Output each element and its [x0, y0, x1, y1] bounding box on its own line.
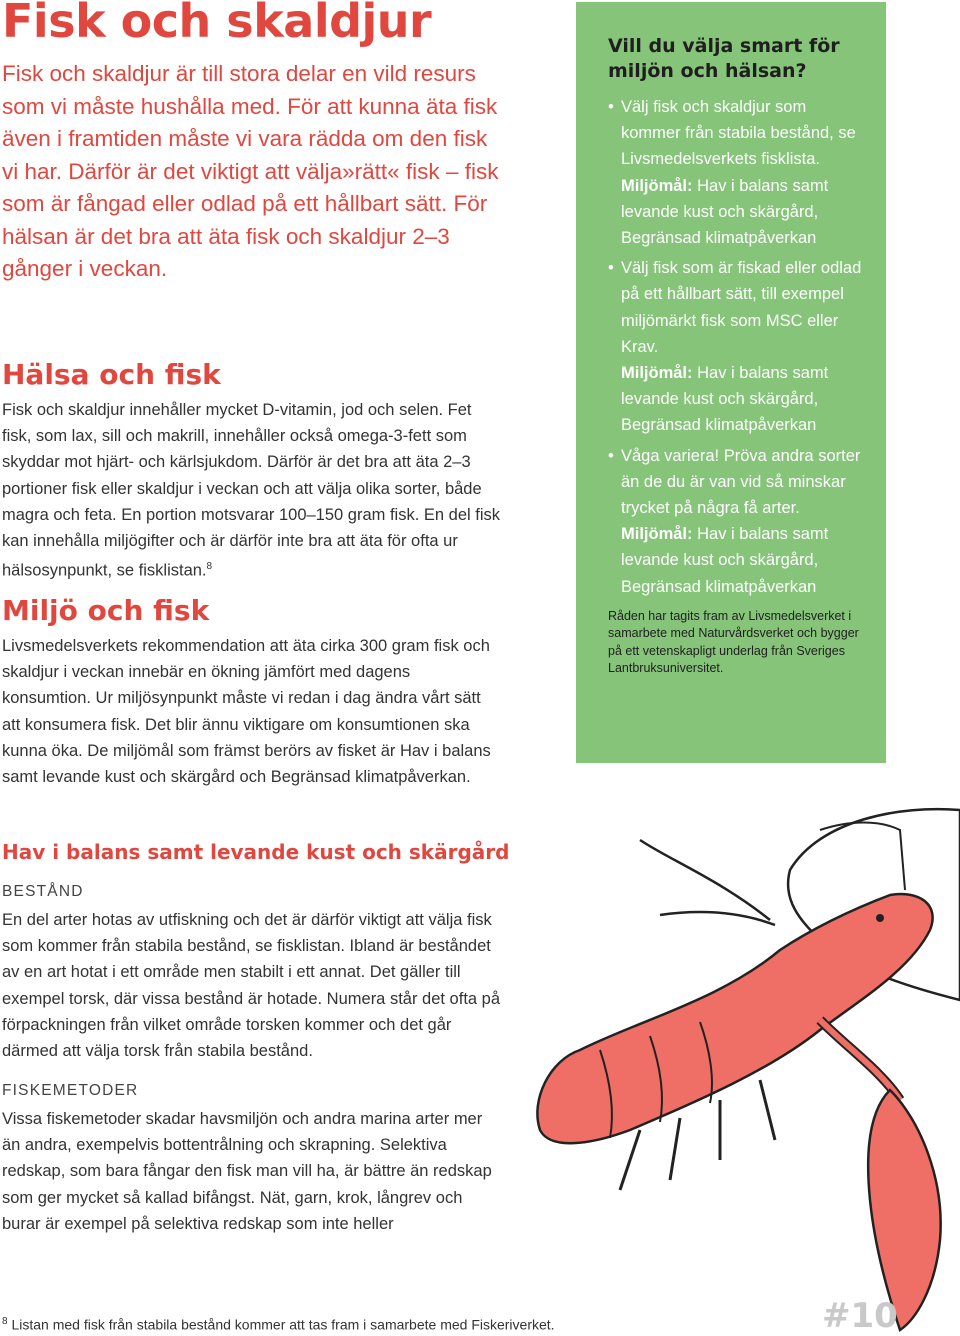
lobster-eye [876, 914, 884, 922]
advice-item [608, 94, 864, 251]
advice-item-text: Välj fisk som är fiskad eller odlad på ett hållbart sätt, till exempel miljömärkt fisk som MSC eller Krav. [621, 259, 862, 356]
health-text [2, 397, 502, 584]
advice-item-goal [621, 521, 864, 600]
footnote-reference: 8 [206, 561, 213, 573]
lobster-leg [670, 1118, 680, 1180]
environment-text: Livsmedelsverkets rekommendation att äta cirka 300 gram fisk och skaldjur i veckan innebär en ökning jämfört med dagens konsumtion. Ur miljösynpunkt måste vi redan i dag ändra vårt sätt att konsumera fisk. Det blir ännu viktigare om konsumtionen ska kunna öka. De miljömål som främst berörs av fisket är Hav i balans samt levande kust och skärgård och Begränsad klimatpåverkan. [2, 637, 491, 787]
lobster-leg [620, 1130, 640, 1190]
advice-item [608, 255, 864, 438]
advice-item-text: Våga variera! Pröva andra sorter än de du är van vid så minskar trycket på några få arter. [621, 446, 861, 518]
advice-item-goal [621, 173, 864, 252]
page-number: #10 [822, 1296, 898, 1336]
sea-heading: Hav i balans samt levande kust och skärgård [2, 840, 510, 864]
health-paragraph: Fisk och skaldjur innehåller mycket D-vitamin, jod och selen. Fet fisk, som lax, sill och makrill, innehåller också omega-3-fett som skyddar mot hjärt- och kärlsjukdom. Därför är det bra att äta 2–3 portioner fisk eller skaldjur i veckan och att välja olika sorter, både magra och feta. En portion motsvarar 100–150 gram fisk. En del fisk kan innehålla miljögifter och är därför inte bra att äta för ofta ur hälsosynpunkt, se fisklistan. [2, 401, 500, 580]
lobster-leg [760, 1080, 775, 1140]
goal-text: Hav i balans samt levande kust och skärgård, Begränsad klimatpåverkan [621, 525, 829, 596]
lobster-arm [820, 1020, 900, 1100]
lobster-claw-lower [868, 1090, 940, 1330]
goal-label: Miljömål: [621, 525, 693, 544]
stock-text: En del arter hotas av utfiskning och det är därför viktigt att välja fisk som kommer från stabila bestånd, se fisklistan. Ibland är beståndet av en art hotat i ett område men stabilt i ett annat. Det gäller till exempel torsk, där vissa bestånd är hotade. Numera står det ofta på förpackningen från vilket område torsken kommer och det går därmed att välja torsk från stabila bestånd. [2, 911, 501, 1061]
goal-label: Miljömål: [621, 176, 693, 195]
intro-text: Fisk och skaldjur är till stora delar en vild resurs som vi måste hushålla med. För att kunna äta fisk även i framtiden måste vi vara rädda om den fisk vi har. Därför är det viktigt att välja»rätt« fisk – fisk som är fångad eller odlad på ett hållbart sätt. För hälsan är det bra att äta fisk och skaldjur 2–3 gånger i veckan. [2, 61, 499, 281]
bullet-icon: • [608, 98, 614, 116]
lobster-illustration [520, 800, 960, 1333]
stock-label: BESTÅND [2, 883, 84, 900]
advice-list [608, 94, 864, 600]
footnote [2, 1316, 555, 1333]
advice-box-footer: Råden har tagits fram av Livsmedelsverket i samarbete med Naturvårdsverket och bygger på ett vetenskapligt underlag från Sveriges Lantbruksuniversitet. [608, 608, 859, 676]
lobster-antenna [640, 840, 770, 920]
bullet-icon: • [608, 259, 614, 278]
advice-item [608, 443, 864, 600]
goal-text: Hav i balans samt levande kust och skärgård, Begränsad klimatpåverkan [621, 364, 829, 435]
advice-item-text: Välj fisk och skaldjur som kommer från stabila bestånd, se Livsmedelsverkets fisklista. [621, 98, 856, 169]
advice-item-goal [621, 360, 864, 439]
page-title: Fisk och skaldjur [2, 0, 432, 48]
lobster-body [537, 894, 932, 1143]
bullet-icon: • [608, 446, 614, 465]
advice-box [576, 2, 886, 763]
advice-box-title: Vill du välja smart för miljön och hälsan? [608, 35, 840, 82]
methods-label: FISKEMETODER [2, 1082, 139, 1099]
methods-text: Vissa fiskemetoder skadar havsmiljön och andra marina arter mer än andra, exempelvis bottentrålning och skrapning. Selektiva redskap, som bara fångar den fisk man vill ha, är bättre än redskap som ger mycket så kallad bifångst. Nät, garn, krok, långrev och burar är exempel på selektiva redskap som inte heller [2, 1110, 492, 1233]
footnote-number: 8 [2, 1316, 8, 1327]
goal-text: Hav i balans samt levande kust och skärgård, Begränsad klimatpåverkan [621, 176, 829, 248]
goal-label: Miljömål: [621, 364, 693, 383]
footnote-text: Listan med fisk från stabila bestånd kommer att tas fram i samarbete med Fiskeriverket. [11, 1316, 555, 1333]
health-heading: Hälsa och fisk [2, 358, 221, 391]
environment-heading: Miljö och fisk [2, 594, 210, 627]
lobster-antenna [660, 912, 775, 925]
